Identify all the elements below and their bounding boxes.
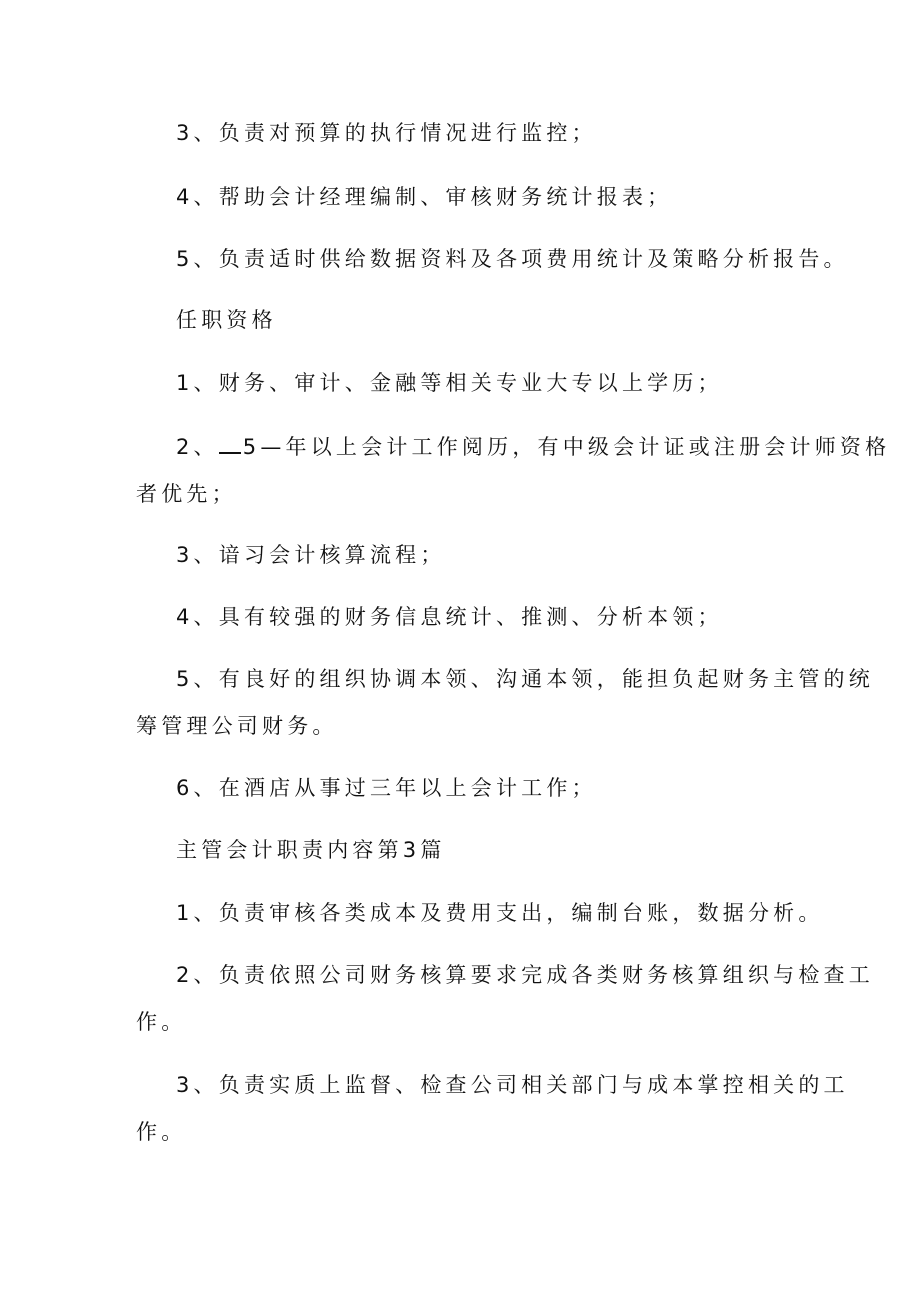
paragraph-qualification-2 bbox=[176, 432, 890, 462]
section-heading-qualifications: 任职资格 bbox=[176, 308, 277, 332]
paragraph-qualification-1: 1、财务、审计、金融等相关专业大专以上学历； bbox=[176, 371, 723, 395]
paragraph-qualification-3: 3、谙习会计核算流程； bbox=[176, 543, 446, 567]
paragraph-qualification-5: 5、有良好的组织协调本领、沟通本领，能担负起财务主管的统 bbox=[176, 667, 874, 691]
section-heading-part-3: 主管会计职责内容第3篇 bbox=[176, 838, 446, 862]
paragraph-qualification-5-continued: 筹管理公司财务。 bbox=[136, 714, 338, 738]
paragraph-duty-4: 4、帮助会计经理编制、审核财务统计报表； bbox=[176, 185, 673, 209]
paragraph-part3-duty-3-continued: 作。 bbox=[136, 1120, 187, 1144]
paragraph-qualification-6: 6、在酒店从事过三年以上会计工作； bbox=[176, 776, 597, 800]
blank-underline bbox=[219, 432, 241, 454]
paragraph-part3-duty-2: 2、负责依照公司财务核算要求完成各类财务核算组织与检查工 bbox=[176, 963, 874, 987]
paragraph-part3-duty-1: 1、负责审核各类成本及费用支出，编制台账，数据分析。 bbox=[176, 901, 824, 925]
qualification-2-text: 5—年以上会计工作阅历，有中级会计证或注册会计师资格 bbox=[242, 435, 891, 459]
paragraph-duty-5: 5、负责适时供给数据资料及各项费用统计及策略分析报告。 bbox=[176, 247, 849, 271]
paragraph-qualification-4: 4、具有较强的财务信息统计、推测、分析本领； bbox=[176, 605, 723, 629]
paragraph-duty-3: 3、负责对预算的执行情况进行监控； bbox=[176, 121, 597, 145]
paragraph-part3-duty-3: 3、负责实质上监督、检查公司相关部门与成本掌控相关的工 bbox=[176, 1073, 849, 1097]
paragraph-qualification-2-continued: 者优先； bbox=[136, 482, 237, 506]
paragraph-part3-duty-2-continued: 作。 bbox=[136, 1010, 187, 1034]
qualification-2-number: 2、 bbox=[176, 435, 219, 459]
